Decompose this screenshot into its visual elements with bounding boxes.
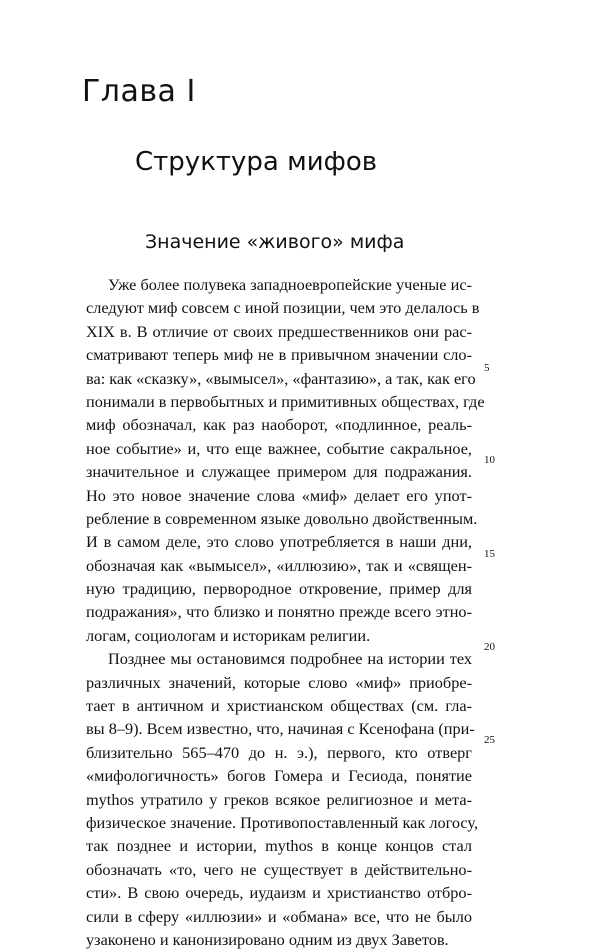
- text-line: «мифологичность» богов Гомера и Гесиода, понятие: [86, 766, 472, 786]
- line-number: 25: [484, 734, 495, 747]
- section-title: Значение «живого» мифа: [145, 231, 405, 253]
- text-line: сили в сферу «иллюзии» и «обмана» все, что не было: [86, 906, 472, 926]
- text-line: следуют миф совсем с иной позиции, чем это делалось в: [86, 298, 480, 318]
- text-line: различных значений, которые слово «миф» приобре-: [86, 672, 472, 692]
- text-line: так позднее и истории, mythos в конце концов стал: [86, 836, 472, 856]
- text-line: XIX в. В отличие от своих предшественников они рас-: [86, 321, 472, 341]
- text-line: подражания», что близко и понятно прежде всего этно-: [86, 602, 472, 622]
- text-line: ребление в современном языке довольно двойственным.: [86, 508, 478, 528]
- paragraph-2: [86, 647, 479, 951]
- text-line: И в самом деле, это слово употребляется в наши дни,: [86, 532, 472, 552]
- line-number: 20: [484, 641, 495, 653]
- text-line: Уже более полувека западноевропейские ученые ис-: [108, 275, 472, 294]
- paragraph-1: [86, 273, 485, 647]
- text-line: ное событие» и, что еще важнее, событие сакральное,: [86, 438, 472, 458]
- text-line: понимали в первобытных и примитивных обществах, где: [86, 391, 485, 411]
- text-line: обозначать «то, чего не существует в действительно-: [86, 859, 472, 879]
- line-number: 15: [484, 548, 495, 560]
- text-line: близительно 565–470 до н. э.), первого, кто отверг: [86, 742, 472, 762]
- text-line: тает в античном и христианском обществах (см. гла-: [86, 696, 472, 716]
- text-line: Позднее мы остановимся подробнее на истории тех: [108, 649, 472, 669]
- text-line: сматривают теперь миф не в привычном значении сло-: [86, 345, 472, 365]
- text-line: Но это новое значение слова «миф» делает его упот-: [86, 485, 472, 505]
- text-line: обозначая как «вымысел», «иллюзию», так и «священ-: [86, 555, 472, 575]
- text-line: миф обозначал, как раз наоборот, «подлинное, реаль-: [86, 415, 472, 435]
- text-line: значительное и служащее примером для подражания.: [86, 462, 472, 482]
- text-line: mythos утратило у греков всякое религиозное и мета-: [86, 789, 472, 809]
- line-number: 10: [484, 454, 495, 467]
- text-line: сти». В свою очередь, иудаизм и христианство отбро-: [86, 883, 472, 903]
- text-line: ную традицию, первородное откровение, пример для: [86, 579, 472, 599]
- text-line: ва: как «сказку», «вымысел», «фантазию», а так, как его: [86, 368, 476, 388]
- text-line: логам, социологам и историкам религии.: [86, 625, 371, 645]
- chapter-title: Структура мифов: [135, 147, 378, 177]
- chapter-label: Глава I: [82, 74, 196, 109]
- line-number: 5: [484, 361, 490, 374]
- text-line: физическое значение. Противопоставленный как логосу,: [86, 812, 479, 832]
- text-line: узаконено и канонизировано одним из двух Заветов.: [86, 929, 449, 949]
- text-line: вы 8–9). Всем известно, что, начиная с Ксенофана (при-: [86, 719, 475, 739]
- body-text: [86, 273, 485, 951]
